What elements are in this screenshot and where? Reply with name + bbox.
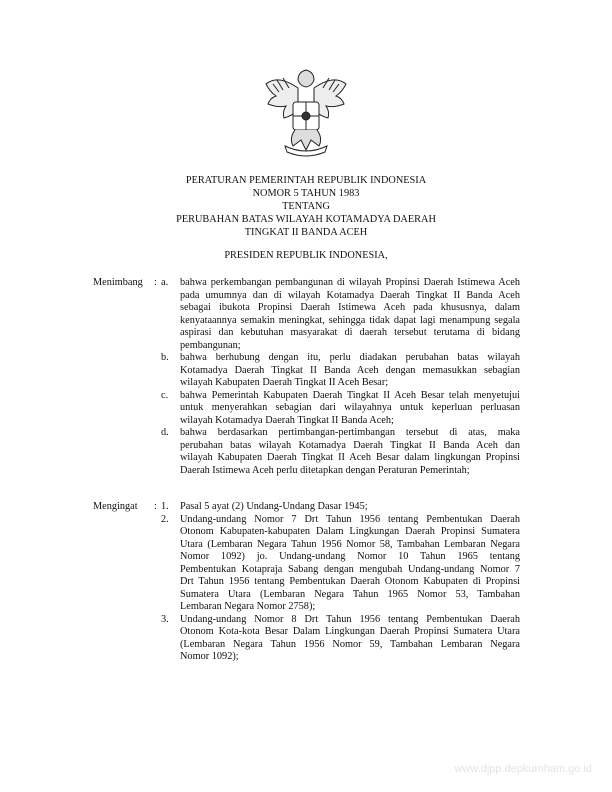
item-marker: a. (161, 277, 169, 288)
list-item (93, 277, 523, 352)
item-text-line: wilayah Kotamadya Daerah Tingkat II Banda Aceh; (180, 414, 394, 426)
item-text-line: bahwa berdasarkan pertimbangan-pertimbangan tersebut di atas, maka (180, 427, 520, 438)
list-item (93, 514, 523, 614)
item-text-line: Undang-undang Nomor 7 Drt Tahun 1956 tentang Pembentukan Daerah (180, 513, 520, 525)
title-line: TINGKAT II BANDA ACEH (244, 227, 368, 238)
item-marker: 1. (161, 501, 169, 512)
item-text-line: wilayah Kabupaten Daerah Tingkat II Aceh Besar dalam lingkungan Propinsi (180, 452, 520, 463)
item-text-line: bahwa perkembangan pembangunan di wilayah Propinsi Daerah Istimewa Aceh (180, 277, 520, 288)
item-text-line: Otonom Kota-kota Besar Dalam Lingkungan Daerah Propinsi Sumatera Utara (180, 626, 520, 637)
item-marker: c. (161, 389, 169, 401)
item-text-line: Pembentukan Kotapraja Sabang dengan mengubah Undang-undang Nomor 7 (180, 563, 520, 575)
item-text-line: Lembaran Negara Nomor 2758); (180, 601, 316, 612)
list-item (93, 501, 523, 514)
mengingat-section (93, 501, 523, 664)
item-text-line: Kotamadya Daerah Tingkat II Banda Aceh dengan memasukkan sebagian (180, 364, 520, 376)
list-item (93, 427, 523, 477)
document-title (0, 174, 612, 239)
title-line: NOMOR 5 TAHUN 1983 (252, 188, 360, 199)
watermark: www.djpp.depkumham.go.id (454, 763, 592, 775)
section-colon: : (154, 501, 157, 512)
item-text-line: pada umumnya dan di wilayah Kotamadya Daerah Tingkat II Banda Aceh (180, 289, 520, 301)
list-item (93, 390, 523, 428)
item-text-line: perubahan batas wilayah Kotamadya Daerah Tingkat II Banda Aceh dan (180, 439, 520, 451)
item-marker: 2. (161, 513, 169, 525)
title-line: PERATURAN PEMERINTAH REPUBLIK INDONESIA (185, 175, 427, 186)
item-text-line: pembangunan; (180, 339, 241, 351)
item-marker: 3. (161, 613, 169, 625)
item-text-line: aspirasi dan kebutuhan masyarakat di daerah tersebut terutama di bidang (180, 327, 520, 338)
item-text-line: Undang-undang Nomor 8 Drt Tahun 1956 tentang Pembentukan Daerah (180, 613, 520, 625)
title-line: TENTANG (282, 201, 330, 212)
item-marker: b. (161, 352, 169, 363)
item-text-line: Pasal 5 ayat (2) Undang-Undang Dasar 1945; (180, 501, 368, 512)
title-line: PERUBAHAN BATAS WILAYAH KOTAMADYA DAERAH (176, 214, 436, 225)
section-label: Menimbang (93, 277, 143, 288)
item-text-line: Sumatera Utara (Lembaran Negara Tahun 1965 Nomor 53, Tambahan (180, 588, 520, 600)
item-marker: d. (161, 427, 169, 438)
item-text-line: Drt Tahun 1956 tentang Pembentukan Daerah Otonom Kabupaten di Propinsi (180, 576, 520, 587)
item-text-line: bahwa berhubung dengan itu, perlu diadakan perubahan batas wilayah (180, 352, 520, 363)
item-text-line: Nomor 1092) jo. Undang-undang Nomor 10 Tahun 1965 tentang (180, 551, 520, 562)
item-text-line: Utara (Lembaran Negara Tahun 1956 Nomor 58, Tambahan Lembaran Negara (180, 538, 520, 550)
president-heading: PRESIDEN REPUBLIK INDONESIA, (224, 250, 388, 261)
menimbang-section (93, 277, 523, 477)
list-item (93, 352, 523, 390)
section-colon: : (154, 277, 157, 288)
item-text-line: sebagai ibukota Propinsi Daerah Istimewa Aceh pada khususnya, dalam (180, 302, 520, 313)
item-text-line: wilayah Kabupaten Daerah Tingkat II Aceh Besar; (180, 377, 389, 388)
item-text-line: (Lembaran Negara Tahun 1956 Nomor 59, Tambahan Lembaran Negara (180, 638, 520, 650)
item-text-line: bahwa Pemerintah Kabupaten Daerah Tingkat II Aceh Besar telah menyetujui (180, 389, 520, 401)
item-text-line: untuk menyerahkan sebagian dari wilayahnya untuk keperluan perluasan (180, 402, 520, 413)
item-text-line: Nomor 1092); (180, 651, 239, 662)
list-item (93, 614, 523, 664)
item-text-line: Otonom Kabupaten-kabupaten Dalam Lingkungan Daerah Propinsi Sumatera (180, 526, 520, 537)
garuda-emblem-icon (263, 66, 349, 160)
item-text-line: kenyataannya semakin meningkat, sehingga tidak dapat lagi menampung segala (180, 314, 520, 326)
item-text-line: Daerah Istimewa Aceh perlu ditetapkan dengan Peraturan Pemerintah; (180, 464, 470, 476)
section-label: Mengingat (93, 501, 138, 512)
